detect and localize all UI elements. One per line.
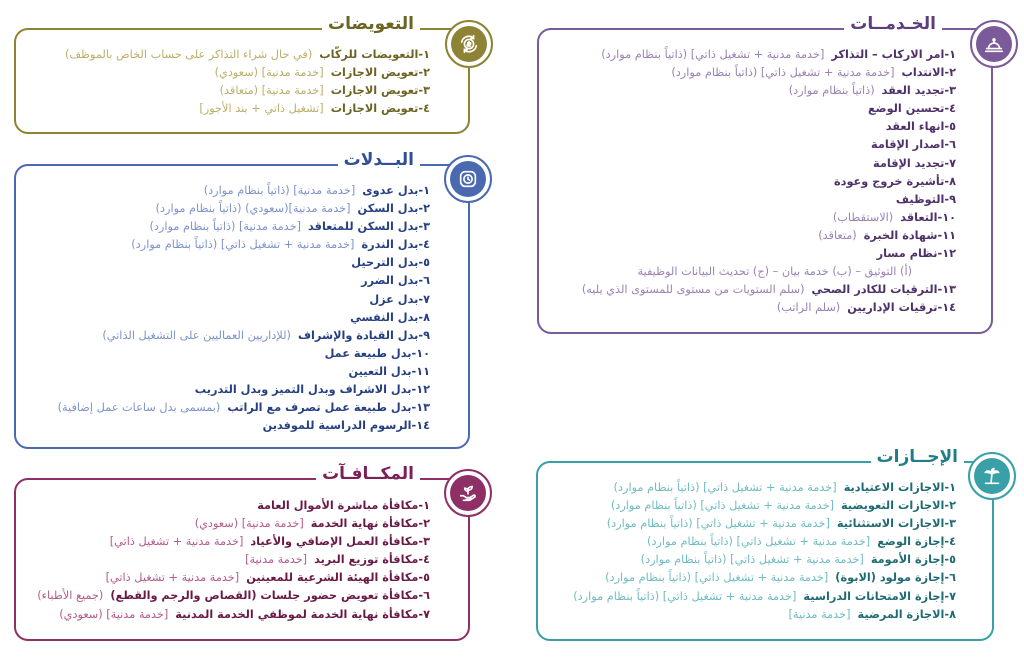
- rewards-title: المكــافـآت: [316, 464, 420, 484]
- item-label: مكافأة تعويض حضور جلسات (القصاص والرجم والقطع): [110, 589, 419, 603]
- item-label: الاجازات التعويضية: [841, 499, 945, 513]
- allowances-item: [58, 272, 430, 290]
- item-label: بدل عزل: [369, 292, 419, 306]
- item-note: [خدمة مدنية + تشغيل ذاتي] (ذاتياً بنظام موارد): [601, 48, 825, 61]
- palm-tree-icon: [981, 465, 1003, 487]
- allowances-item: [58, 363, 430, 381]
- rewards-icon-ring: [444, 469, 492, 517]
- item-note: (سلم الراتب): [776, 301, 841, 315]
- item-label: مكافأة مباشرة الأموال العامة: [257, 499, 419, 512]
- item-number: ٥-: [418, 571, 430, 585]
- item-label: بدل الترحيل: [351, 256, 419, 270]
- allowances-item: [58, 200, 430, 218]
- compensations-item: [65, 82, 430, 100]
- allowances-item: [58, 218, 430, 236]
- allowances-item: [58, 182, 430, 200]
- leaves-panel: [520, 447, 1024, 652]
- item-note: [خدمة مدنية] (سعودي): [59, 607, 169, 621]
- item-number: ١٤-: [411, 419, 430, 433]
- compensations-panel: [0, 0, 500, 140]
- item-number: ٢-: [418, 202, 430, 216]
- item-number: ٣-: [418, 220, 430, 234]
- rewards-item: [37, 515, 430, 533]
- item-label: الاجازة المرضية: [857, 607, 945, 621]
- item-label: تعويض الاجازات: [330, 102, 419, 116]
- item-label: مكافأة الهيئة الشرعية للمعينين: [246, 571, 419, 585]
- services-item: [582, 191, 956, 209]
- item-label: إجازة مولود (الابوة): [835, 571, 945, 585]
- leaves-item: [573, 515, 956, 533]
- services-item: [582, 82, 956, 100]
- rewards-item: [37, 606, 430, 624]
- item-number: ١٣-: [937, 283, 956, 297]
- allowances-item: [58, 399, 430, 417]
- item-label: الرسوم الدراسية للموفدين: [262, 419, 412, 433]
- item-note: [خدمة مدنية + تشغيل ذاتي]: [105, 571, 240, 585]
- item-note: [خدمة مدنية + تشغيل ذاتي]: [109, 535, 244, 549]
- allowances-item: [58, 417, 430, 435]
- item-label: ترقيات الإداريين: [847, 301, 938, 315]
- item-number: ١٠-: [937, 210, 956, 224]
- rewards-panel: [0, 462, 500, 652]
- allowances-item: [58, 291, 430, 309]
- allowances-icon-ring: [444, 155, 492, 203]
- item-note: (سلم الستويات من مستوى للمستوى الذي يليه): [581, 283, 805, 297]
- item-label: تأشيرة خروج وعودة: [834, 174, 945, 188]
- item-note: (للإداريين العماليين على التشغيل الذاتي): [102, 328, 291, 342]
- item-note: (بمسمى بدل ساعات عمل إضافية): [57, 401, 221, 415]
- item-number: ٩-: [418, 328, 430, 342]
- item-number: ٤-: [944, 535, 956, 549]
- item-note: [خدمة مدنية + تشغيل ذاتي] (ذاتياً بنظام موارد): [605, 571, 829, 585]
- item-number: ٦-: [418, 274, 430, 288]
- item-number: ١٢-: [937, 247, 956, 261]
- item-label: بدل طبيعة عمل: [324, 346, 412, 360]
- services-item: [582, 173, 956, 191]
- item-note: (في حال شراء التذاكر على حساب الخاص بالموظف): [64, 48, 313, 61]
- item-note: [خدمة مدنية]: [245, 553, 308, 567]
- compensations-icon-ring: [445, 20, 493, 68]
- services-panel: [520, 0, 1024, 340]
- services-item: [582, 118, 956, 136]
- item-note: [خدمة مدنية + تشغيل ذاتي] (ذاتياً بنظام موارد): [131, 238, 355, 252]
- leaves-item: [573, 533, 956, 551]
- item-label: إجازة الامتحانات الدراسية: [803, 589, 945, 603]
- services-item: [582, 209, 956, 227]
- item-number: ٢-: [944, 499, 956, 513]
- item-number: ٩-: [944, 192, 956, 206]
- item-number: ٨-: [944, 174, 956, 188]
- rewards-item: [37, 569, 430, 587]
- services-item: [582, 64, 956, 82]
- clock-badge-icon: [457, 168, 479, 190]
- services-item: [582, 46, 956, 64]
- item-note: [خدمة مدنية] (سعودي): [214, 66, 324, 80]
- item-label: تعويض الاجازات: [330, 84, 419, 98]
- item-number: ٨-: [418, 310, 430, 324]
- item-number: ٣-: [418, 535, 430, 549]
- item-label: الاجازات الاستثنائية: [836, 517, 945, 531]
- money-exchange-icon: [458, 33, 480, 55]
- item-note: [تشغيل ذاتي + بند الأجور]: [199, 102, 324, 116]
- item-note: [خدمة مدنية](سعودي) (ذاتياً بنظام موارد): [155, 202, 351, 216]
- item-number: ٤-: [418, 102, 430, 116]
- services-item: [582, 155, 956, 173]
- item-label: بدل الاشراف وبدل التميز وبدل التدريب: [194, 383, 412, 397]
- item-number: ٥-: [944, 120, 956, 134]
- item-note: (أ) التوثيق – (ب) خدمة بيان – (ج) تحديث البيانات الوظيفية: [637, 265, 912, 279]
- item-number: ١٣-: [411, 401, 430, 415]
- item-note: [خدمة مدنية + تشغيل ذاتي] (ذاتياً بنظام موارد): [610, 499, 835, 513]
- item-number: ٤-: [418, 553, 430, 567]
- item-label: نظام مسار: [876, 247, 938, 261]
- item-number: ٣-: [418, 84, 430, 98]
- leaves-item: [573, 479, 956, 497]
- item-note: (متعاقد): [818, 228, 857, 242]
- item-label: بدل طبيعة عمل تصرف مع الراتب: [227, 401, 412, 415]
- compensations-item: [65, 46, 430, 64]
- item-note: [خدمة مدنية] (سعودي): [194, 517, 304, 531]
- item-label: تعويض الاجازات: [330, 66, 419, 80]
- item-note: (الاستقطاب): [832, 210, 894, 224]
- allowances-item: [58, 236, 430, 254]
- item-label: مكافأة العمل الإضافي والأعياد: [250, 535, 419, 549]
- item-number: ١١-: [937, 228, 956, 242]
- item-note: (جميع الأطباء): [37, 589, 104, 603]
- item-label: بدل عدوى: [362, 184, 419, 197]
- hand-plant-icon: [457, 482, 479, 504]
- compensations-list: [65, 46, 430, 118]
- allowances-title: البــدلات: [338, 150, 420, 170]
- item-label: بدل الندرة: [361, 238, 419, 252]
- allowances-item: [58, 254, 430, 272]
- item-number: ٦-: [944, 138, 956, 152]
- item-number: ٣-: [944, 517, 956, 531]
- item-number: ٣-: [944, 84, 956, 98]
- services-item: [582, 299, 956, 317]
- item-number: ١-: [418, 48, 430, 61]
- item-label: تجديد الإقامة: [873, 156, 945, 170]
- allowances-list: [58, 182, 430, 435]
- compensations-title: التعويضات: [322, 14, 420, 34]
- leaves-item: [573, 497, 956, 515]
- rewards-item: [37, 497, 430, 515]
- allowances-item: [58, 345, 430, 363]
- services-item: [582, 263, 956, 281]
- item-note: [خدمة مدنية] (متعاقد): [219, 84, 324, 98]
- item-number: ٢-: [944, 66, 956, 80]
- rewards-item: [37, 551, 430, 569]
- item-label: التوظيف: [895, 192, 945, 206]
- item-number: ١-: [418, 184, 430, 197]
- item-number: ١٢-: [411, 383, 430, 397]
- item-label: الترقيات للكادر الصحي: [811, 283, 938, 297]
- item-number: ٢-: [418, 66, 430, 80]
- allowances-item: [58, 381, 430, 399]
- item-number: ١٤-: [937, 301, 956, 315]
- services-item: [582, 100, 956, 118]
- item-number: ٤-: [418, 238, 430, 252]
- item-number: ٤-: [944, 102, 956, 116]
- allowances-item: [58, 327, 430, 345]
- item-number: ٥-: [944, 553, 956, 567]
- rewards-list: [37, 497, 430, 624]
- item-label: إجازة الأمومة: [870, 553, 945, 567]
- item-label: امر الاركاب – التذاكر: [831, 48, 945, 61]
- item-label: بدل السكن للمتعاقد: [308, 220, 419, 234]
- leaves-title: الإجــازات: [871, 447, 964, 467]
- item-note: [خدمة مدنية + تشغيل ذاتي] (ذاتياً بنظام موارد): [671, 66, 895, 80]
- service-bell-icon: [983, 33, 1005, 55]
- compensations-item: [65, 64, 430, 82]
- item-number: ١٠-: [411, 346, 430, 360]
- item-number: ٧-: [418, 607, 430, 621]
- item-note: (ذاتياً بنظام موارد): [788, 84, 875, 98]
- item-label: بدل النفسي: [350, 310, 419, 324]
- item-number: ٦-: [944, 571, 956, 585]
- item-note: [خدمة مدنية] (ذاتياً بنظام موارد): [203, 184, 356, 197]
- item-number: ١-: [418, 499, 430, 512]
- item-label: بدل الضرر: [361, 274, 419, 288]
- item-label: تجديد العقد: [881, 84, 945, 98]
- leaves-item: [573, 606, 956, 624]
- item-note: [خدمة مدنية + تشغيل ذاتي] (ذاتياً بنظام موارد): [573, 589, 797, 603]
- item-label: اصدار الإقامة: [870, 138, 945, 152]
- item-label: مكافأة نهاية الخدمة: [310, 517, 419, 531]
- item-number: ٥-: [418, 256, 430, 270]
- item-note: [خدمة مدنية + تشغيل ذاتي] (ذاتياً بنظام موارد): [606, 517, 830, 531]
- item-number: ٢-: [418, 517, 430, 531]
- leaves-item: [573, 588, 956, 606]
- services-item: [582, 227, 956, 245]
- item-number: ١-: [944, 48, 956, 61]
- item-label: إجازة الوضع: [877, 535, 945, 549]
- rewards-item: [37, 533, 430, 551]
- item-number: ٧-: [418, 292, 430, 306]
- item-note: [خدمة مدنية + تشغيل ذاتي] (ذاتياً بنظام موارد): [647, 535, 871, 549]
- item-note: [خدمة مدنية] (ذاتياً بنظام موارد): [149, 220, 302, 234]
- item-label: مكافأة توزيع البريد: [314, 553, 419, 567]
- item-number: ٧-: [944, 156, 956, 170]
- leaves-item: [573, 551, 956, 569]
- item-label: التعويضات للركّاب: [319, 48, 419, 61]
- item-label: التعاقد: [900, 210, 938, 224]
- item-number: ٨-: [944, 607, 956, 621]
- item-label: بدل السكن: [357, 202, 419, 216]
- leaves-item: [573, 569, 956, 587]
- item-label: الاجازات الاعتيادية: [843, 481, 945, 494]
- leaves-icon-ring: [968, 452, 1016, 500]
- allowances-panel: [0, 150, 500, 455]
- compensations-item: [65, 100, 430, 118]
- leaves-list: [573, 479, 956, 624]
- services-title: الخـدمــات: [844, 14, 942, 34]
- services-list: [582, 46, 956, 317]
- item-label: الانتداب: [901, 66, 945, 80]
- item-label: انهاء العقد: [885, 120, 945, 134]
- item-number: ١١-: [411, 364, 430, 378]
- services-item: [582, 281, 956, 299]
- rewards-item: [37, 587, 430, 605]
- allowances-item: [58, 309, 430, 327]
- item-label: مكافأة نهاية الخدمة لموظفي الخدمة المدنية: [175, 607, 419, 621]
- services-item: [582, 136, 956, 154]
- item-label: شهادة الخبرة: [863, 228, 938, 242]
- item-number: ٦-: [418, 589, 430, 603]
- item-number: ١-: [944, 481, 956, 494]
- item-note: [خدمة مدنية + تشغيل ذاتي] (ذاتياً بنظام موارد): [613, 481, 837, 494]
- item-note: [خدمة مدنية]: [788, 607, 851, 621]
- item-label: تحسين الوضع: [867, 102, 945, 116]
- item-label: بدل القيادة والإشراف: [297, 328, 419, 342]
- services-icon-ring: [970, 20, 1018, 68]
- item-label: بدل التعيين: [348, 364, 412, 378]
- item-note: [خدمة مدنية + تشغيل ذاتي] (ذاتياً بنظام موارد): [640, 553, 864, 567]
- item-number: ٧-: [944, 589, 956, 603]
- services-item: [582, 245, 956, 263]
